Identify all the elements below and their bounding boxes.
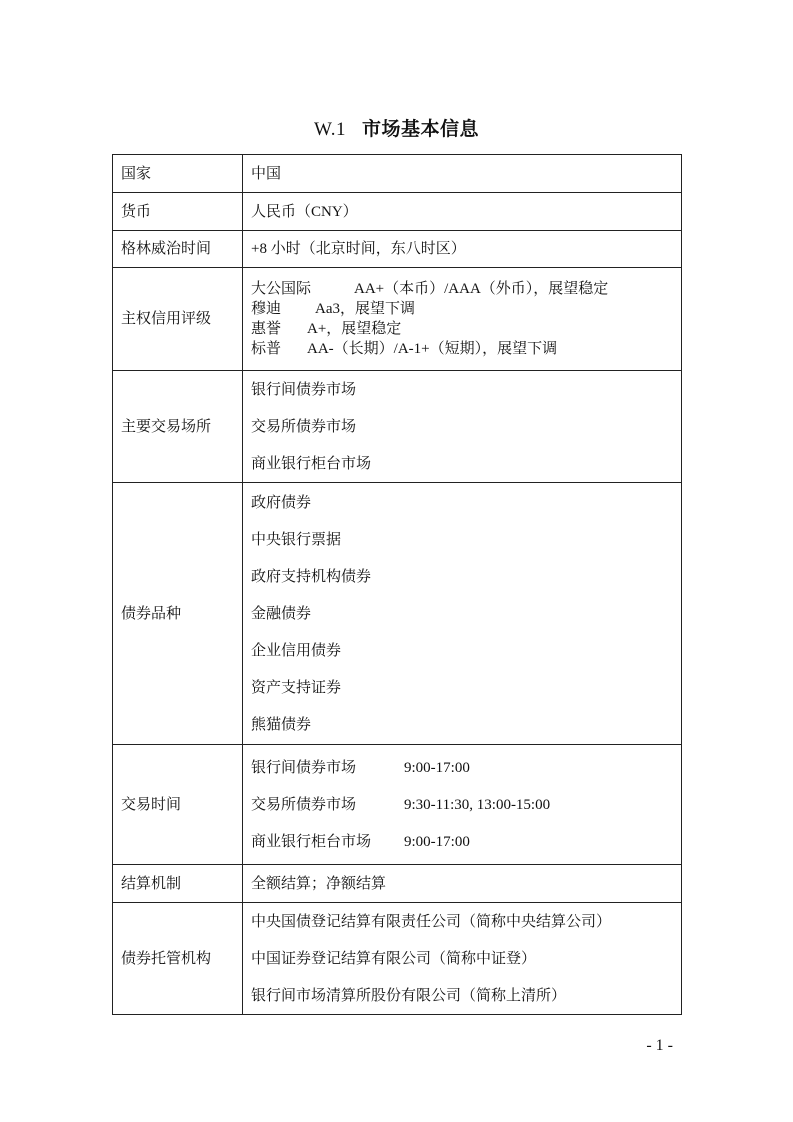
row-value — [243, 268, 682, 371]
list-item: 中央国债登记结算有限责任公司（简称中央结算公司） — [251, 913, 612, 930]
list-item: 资产支持证券 — [251, 679, 342, 696]
list-item: 政府支持机构债券 — [251, 568, 372, 585]
list-item: 中央银行票据 — [251, 531, 342, 548]
row-value: 人民币（CNY） — [243, 193, 682, 231]
table-row-gmt — [113, 231, 682, 268]
market-hours: 9:00-17:00 — [404, 833, 470, 850]
row-value: 全额结算；净额结算 — [243, 865, 682, 903]
market-name: 商业银行柜台市场 — [251, 833, 372, 850]
row-value — [243, 483, 682, 745]
list-item: 政府债券 — [251, 494, 312, 511]
list-item: 中国证券登记结算有限公司（简称中证登） — [251, 950, 537, 967]
market-info-table — [112, 154, 682, 1015]
market-hours: 9:00-17:00 — [404, 759, 470, 776]
table-row-venues — [113, 371, 682, 483]
rating-item — [251, 339, 673, 359]
rating-agency: 穆迪 — [251, 301, 282, 317]
list-item: 金融债券 — [251, 605, 312, 622]
row-value: 中国 — [243, 155, 682, 193]
page-number: - 1 - — [646, 1037, 673, 1054]
row-value: +8 小时（北京时间，东八时区） — [243, 231, 682, 268]
row-label: 国家 — [113, 155, 243, 193]
row-value — [243, 903, 682, 1015]
row-label: 货币 — [113, 193, 243, 231]
trading-hours-item — [251, 786, 673, 823]
list-item: 商业银行柜台市场 — [251, 455, 372, 472]
rating-value: A+，展望稳定 — [307, 321, 402, 337]
page-title — [0, 114, 793, 141]
rating-value: AA-（长期）/A-1+（短期），展望下调 — [307, 341, 558, 357]
row-label: 主要交易场所 — [113, 371, 243, 483]
row-label: 结算机制 — [113, 865, 243, 903]
row-label: 债券托管机构 — [113, 903, 243, 1015]
list-item: 银行间债券市场 — [251, 381, 357, 398]
row-value — [243, 371, 682, 483]
rating-agency: 惠誉 — [251, 321, 282, 337]
section-title: 市场基本信息 — [361, 119, 479, 140]
rating-value: Aa3，展望下调 — [315, 301, 415, 317]
row-label: 交易时间 — [113, 745, 243, 865]
row-label: 债券品种 — [113, 483, 243, 745]
table-row-rating — [113, 268, 682, 371]
list-item: 企业信用债券 — [251, 642, 342, 659]
market-name: 交易所债券市场 — [251, 796, 357, 813]
list-item: 银行间市场清算所股份有限公司（简称上清所） — [251, 987, 567, 1004]
rating-value: AA+（本币）/AAA（外币），展望稳定 — [354, 281, 609, 297]
table-row-bond-types — [113, 483, 682, 745]
rating-item — [251, 299, 673, 319]
rating-agency: 标普 — [251, 341, 282, 357]
table-row-settlement — [113, 865, 682, 903]
rating-agency: 大公国际 — [251, 281, 312, 297]
table-row-trading-hours — [113, 745, 682, 865]
market-name: 银行间债券市场 — [251, 759, 357, 776]
trading-hours-item — [251, 749, 673, 786]
row-label: 主权信用评级 — [113, 268, 243, 371]
section-number: W.1 — [314, 119, 346, 140]
market-hours: 9:30-11:30, 13:00-15:00 — [404, 796, 551, 813]
table-row-country — [113, 155, 682, 193]
table-row-custodians — [113, 903, 682, 1015]
table-row-currency — [113, 193, 682, 231]
rating-item — [251, 279, 673, 299]
list-item: 熊猫债券 — [251, 716, 312, 733]
row-label: 格林威治时间 — [113, 231, 243, 268]
trading-hours-item — [251, 823, 673, 860]
list-item: 交易所债券市场 — [251, 418, 357, 435]
row-value — [243, 745, 682, 865]
rating-item — [251, 319, 673, 339]
